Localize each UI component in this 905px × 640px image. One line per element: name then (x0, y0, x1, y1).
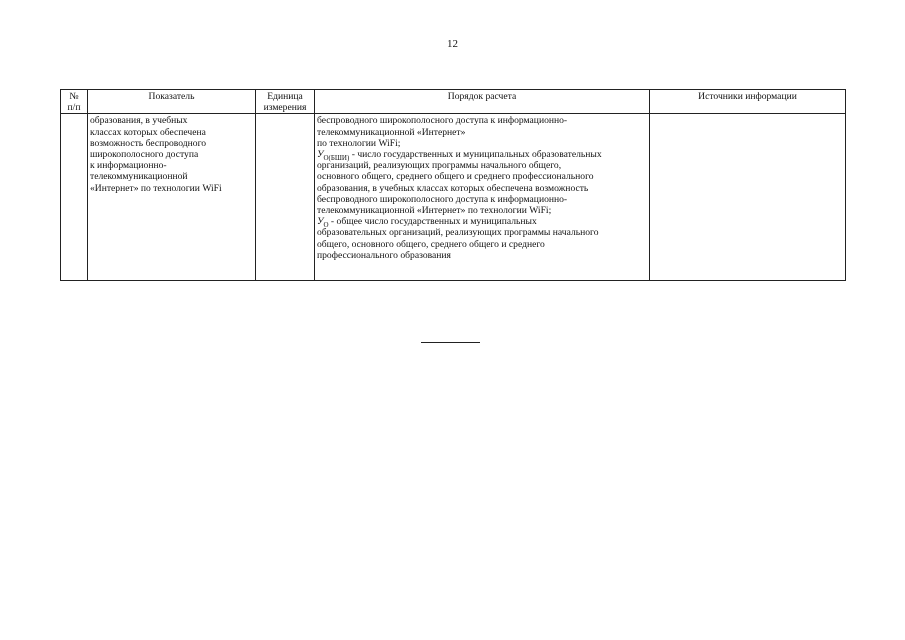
variable-subscript: О(БШИ) (323, 153, 350, 162)
variable-definition-2: $У_О$ - общее число государственных и муниципальных (317, 216, 537, 230)
variable-symbol: У (317, 149, 324, 161)
page-number: 12 (447, 38, 458, 50)
table-row (61, 114, 846, 281)
cell-unit (256, 114, 315, 281)
footer-divider (421, 342, 480, 343)
header-indicator: Показатель (88, 90, 256, 114)
header-calculation: Порядок расчета (315, 90, 650, 114)
cell-indicator: образования, в учебных классах которых обеспечена возможность беспроводного широкополосного доступа к информационно- телекоммуникационной «Интернет» по технологии WiFi (88, 114, 256, 281)
table-header-row (61, 90, 846, 114)
variable-subscript: О (323, 221, 329, 230)
cell-number (61, 114, 88, 281)
header-number: № п/п (61, 90, 88, 114)
cell-sources (650, 114, 846, 281)
variable-symbol: У (317, 216, 324, 228)
header-sources: Источники информации (650, 90, 846, 114)
cell-calculation: беспроводного широкополосного доступа к информационно- телекоммуникационной «Интернет» по технологии WiFi; $У_{О(БШИ)}$ - число государственных и муниципальных образовательных организаций, реализующих программы начального общего, основного общего, среднего общего и среднего профессионального образования, в учебных классах которых обеспечена возможность беспроводного широкополосного доступа к информационно- телекоммуникационной «Интернет» по технологии WiFi; $У_О$ - общее число государственных и муниципальных образовательных организаций, реализующих программы начального общего, основного общего, среднего общего и среднего профессионального образования (315, 114, 650, 281)
header-unit: Единица измерения (256, 90, 315, 114)
indicator-table (60, 89, 846, 281)
variable-definition-1: $У_{О(БШИ)}$ - число государственных и муниципальных образовательных (317, 149, 602, 162)
